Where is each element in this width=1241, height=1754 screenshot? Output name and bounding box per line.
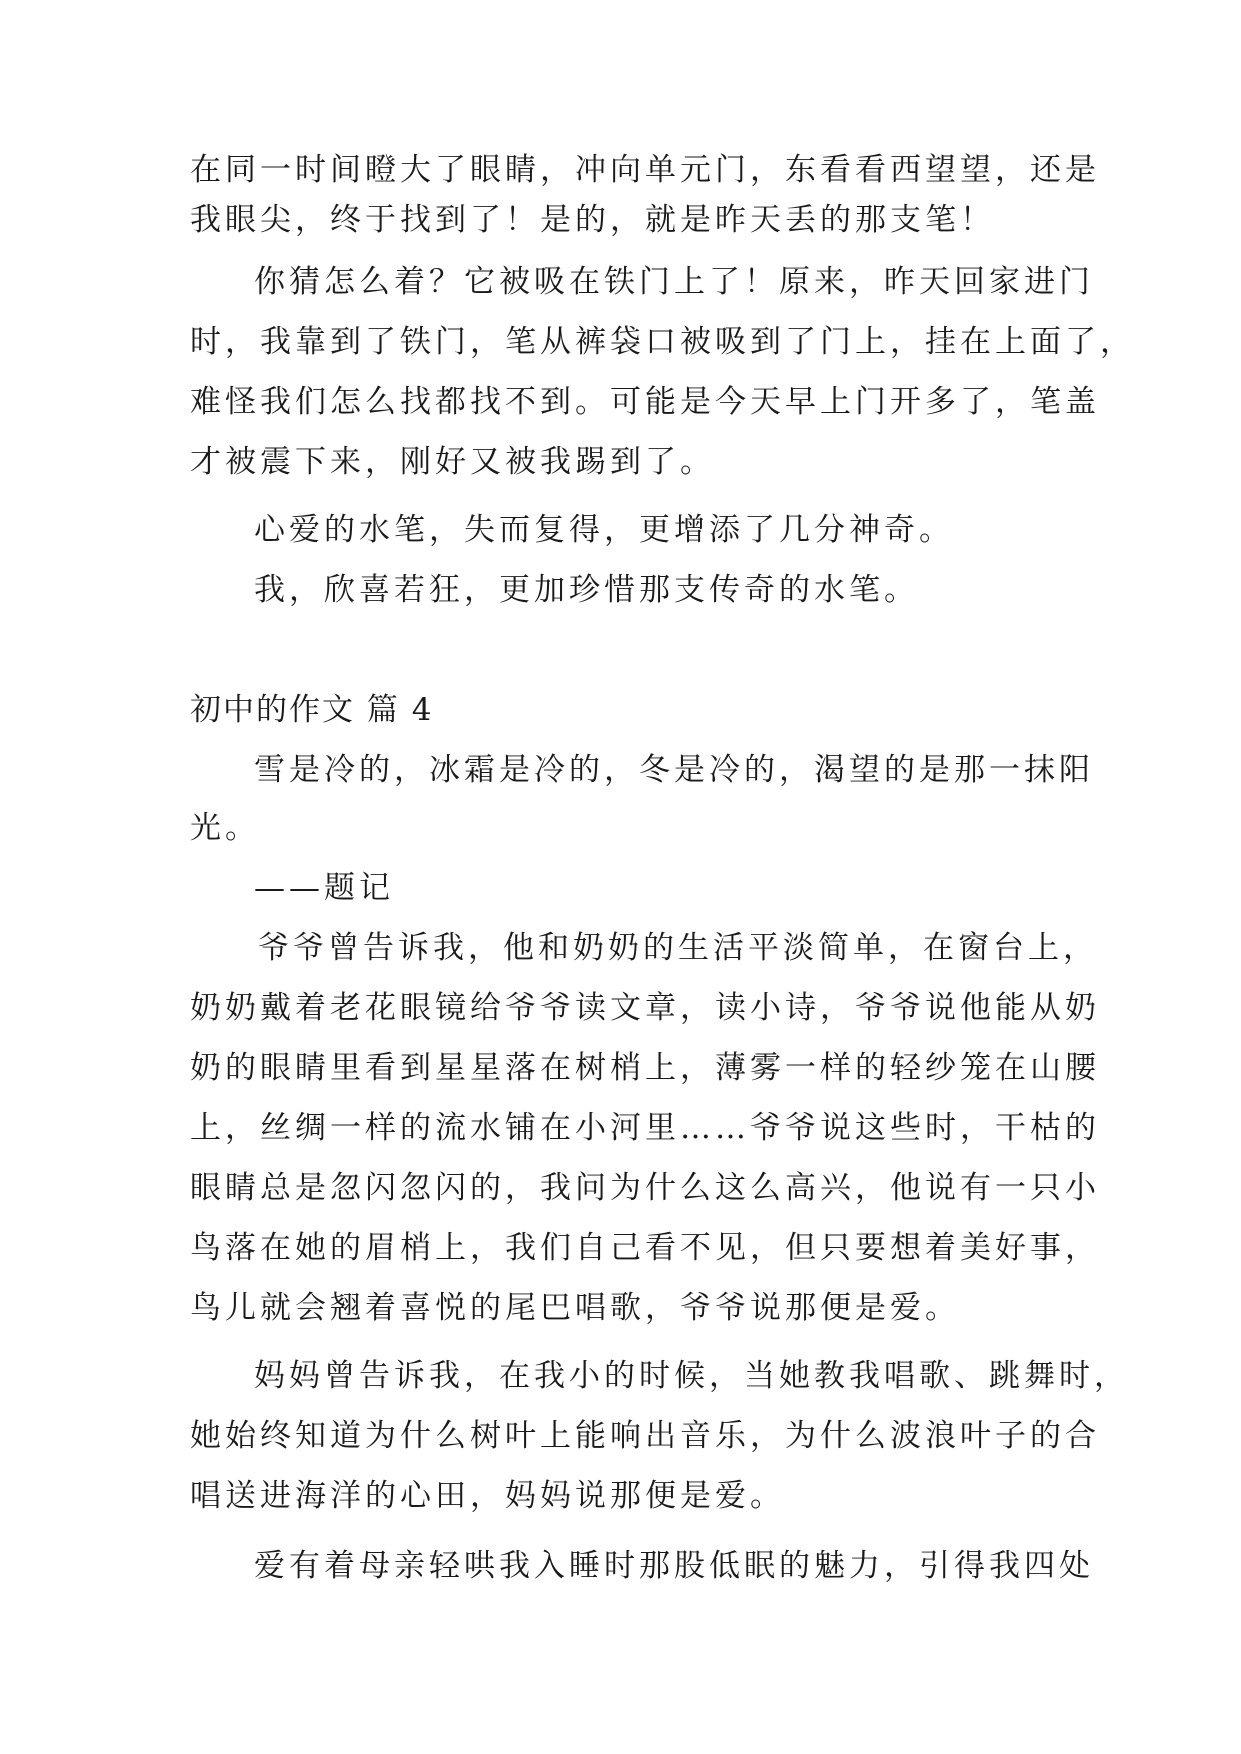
paragraph-line: 上，丝绸一样的流水铺在小河里……爷爷说这些时，干枯的	[190, 1110, 1100, 1146]
paragraph-line: 爷爷曾告诉我，他和奶奶的生活平淡简单，在窗台上，	[258, 930, 1098, 966]
paragraph-line: 光。	[190, 810, 260, 846]
paragraph-line: 奶奶戴着老花眼镜给爷爷读文章，读小诗，爷爷说他能从奶	[190, 990, 1100, 1026]
paragraph-line: 难怪我们怎么找都找不到。可能是今天早上门开多了，笔盖	[190, 384, 1100, 420]
paragraph-line: 心爱的水笔，失而复得，更增添了几分神奇。	[254, 512, 954, 548]
paragraph-line: 眼睛总是忽闪忽闪的，我问为什么这么高兴，他说有一只小	[190, 1170, 1100, 1206]
paragraph-line: 才被震下来，刚好又被我踢到了。	[190, 444, 715, 480]
section-heading: 初中的作文 篇 4	[190, 692, 434, 728]
paragraph-line: 雪是冷的，冰霜是冷的，冬是冷的，渴望的是那一抹阳	[254, 752, 1094, 788]
paragraph-line: 奶的眼睛里看到星星落在树梢上，薄雾一样的轻纱笼在山腰	[190, 1050, 1100, 1086]
paragraph-line: 你猜怎么着？它被吸在铁门上了！原来，昨天回家进门	[254, 264, 1094, 300]
paragraph-line: 我眼尖，终于找到了！是的，就是昨天丢的那支笔！	[190, 202, 995, 238]
paragraph-line: 她始终知道为什么树叶上能响出音乐，为什么波浪叶子的合	[190, 1418, 1100, 1454]
paragraph-line: 时，我靠到了铁门，笔从裤袋口被吸到了门上，挂在上面了，	[190, 324, 1135, 360]
paragraph-line: 鸟落在她的眉梢上，我们自己看不见，但只要想着美好事，	[190, 1230, 1100, 1266]
paragraph-line: 妈妈曾告诉我，在我小的时候，当她教我唱歌、跳舞时，	[254, 1358, 1129, 1394]
paragraph-line: 我，欣喜若狂，更加珍惜那支传奇的水笔。	[254, 572, 919, 608]
paragraph-line: 爱有着母亲轻哄我入睡时那股低眠的魅力，引得我四处	[254, 1548, 1094, 1584]
epigraph-attribution: ——题记	[254, 870, 394, 906]
paragraph-line: 鸟儿就会翘着喜悦的尾巴唱歌，爷爷说那便是爱。	[190, 1290, 960, 1326]
paragraph-line: 在同一时间瞪大了眼睛，冲向单元门，东看看西望望，还是	[190, 152, 1100, 188]
paragraph-line: 唱送进海洋的心田，妈妈说那便是爱。	[190, 1478, 785, 1514]
